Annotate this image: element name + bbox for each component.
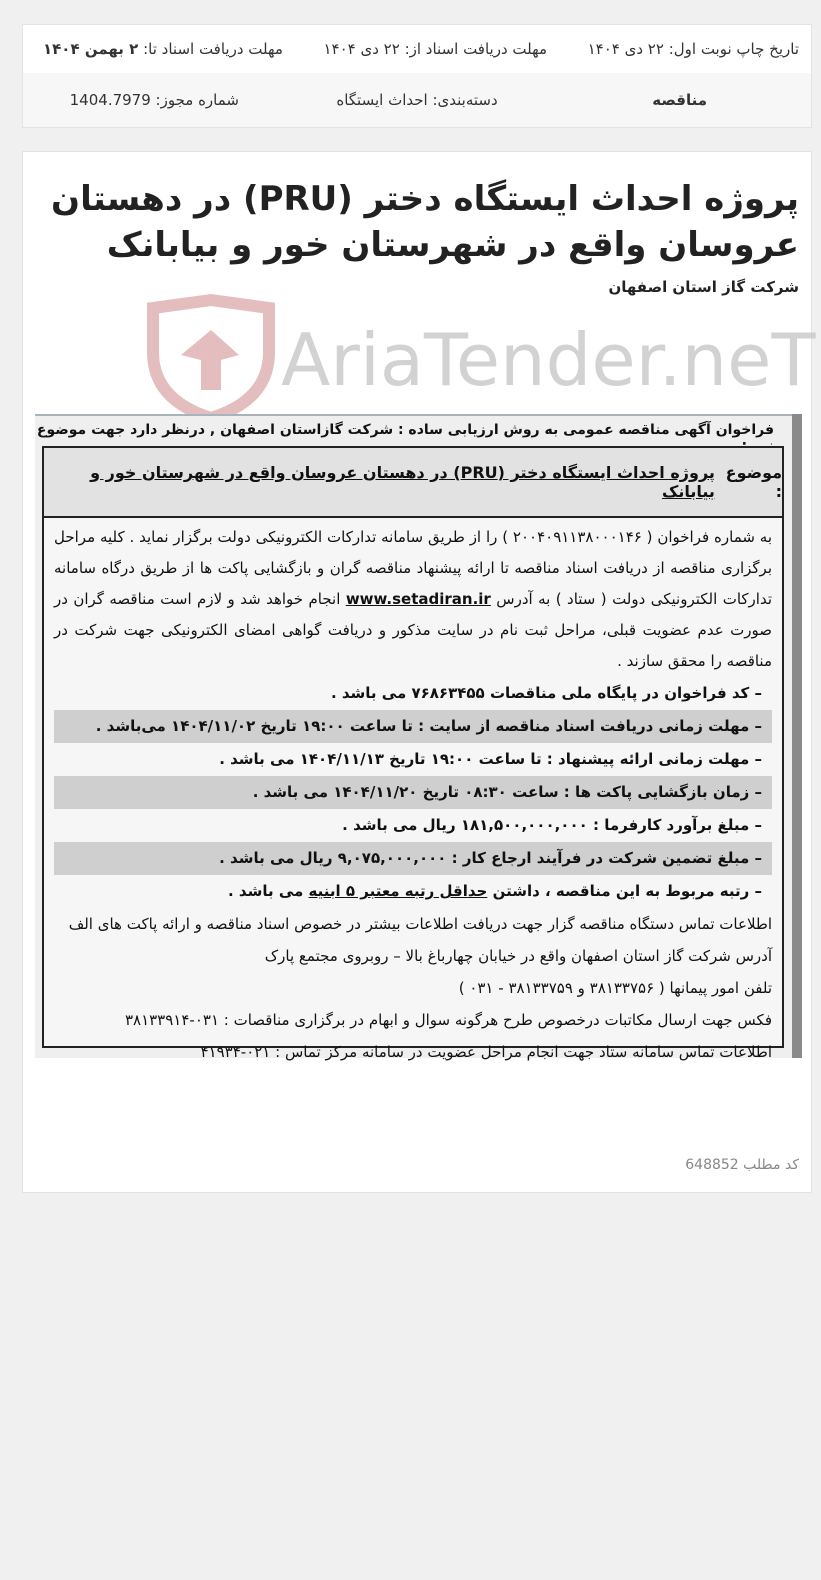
notice-items bbox=[44, 677, 782, 908]
contact-line: فکس جهت ارسال مکاتبات درخصوص طرح هرگونه سوال و ابهام در برگزاری مناقصات : ۰۳۱-۳۸۱۳۳۹۱۴ bbox=[124, 1011, 772, 1029]
setadiran-link: www.setadiran.ir bbox=[345, 590, 491, 608]
notice-subject: موضوع : پروژه احداث ایستگاه دختر (PRU) در دهستان عروسان واقع در شهرستان خور و بیابانک bbox=[44, 448, 782, 518]
notice-item: – مبلغ برآورد کارفرما : ۱۸۱,۵۰۰,۰۰۰,۰۰۰ ریال می باشد . bbox=[342, 816, 762, 834]
notice-item: – مهلت زمانی دریافت اسناد مناقصه از سایت : تا ساعت ۱۹:۰۰ تاریخ ۱۴۰۴/۱۱/۰۲ می‌باشد . bbox=[54, 710, 772, 743]
notice-item: – مبلغ تضمین شرکت در فرآیند ارجاع کار : ۹,۰۷۵,۰۰۰,۰۰۰ ریال می باشد . bbox=[54, 842, 772, 875]
watermark-logo bbox=[151, 300, 816, 420]
watermark-text: AriaTender.neT bbox=[281, 318, 816, 402]
notice-item: – زمان بازگشایی پاکت ها : ساعت ۰۸:۳۰ تاریخ ۱۴۰۴/۱۱/۲۰ می باشد . bbox=[54, 776, 772, 809]
tender-info-card bbox=[22, 24, 812, 128]
tender-notice-image bbox=[35, 414, 802, 1061]
tender-category[interactable]: دسته‌بندی: احداث ایستگاه bbox=[336, 91, 498, 109]
article-code: کد مطلب 648852 bbox=[685, 1157, 799, 1173]
company-name: شرکت گاز استان اصفهان bbox=[608, 278, 799, 296]
info-meta-row bbox=[23, 73, 811, 127]
contact-line: اطلاعات تماس دستگاه مناقصه گزار جهت دریافت اطلاعات بیشتر در خصوص اسناد مناقصه و ارائه پاکت های الف bbox=[68, 915, 772, 933]
receive-until-date: مهلت دریافت اسناد تا: ۲ بهمن ۱۴۰۴ bbox=[43, 40, 283, 58]
notice-box bbox=[42, 446, 784, 1061]
notice-item-rank: – رتبه مربوط به این مناقصه ، داشتن حداقل رتبه معتبر ۵ ابنیه می باشد . bbox=[228, 882, 762, 900]
notice-paragraph: به شماره فراخوان ( ۲۰۰۴۰۹۱۱۳۸۰۰۰۱۴۶ ) را از طریق سامانه تدارکات الکترونیکی دولت برگزار نماید . کلیه مراحل برگزاری مناقصه از دریافت اسناد مناقصه تا ارائه پیشنهاد مناقصه گران و بازگشایی پاکت ها از طریق درگاه سامانه تدارکات الکترونیکی دولت ( ستاد ) به آدرس www.setadiran.ir انجام خواهد شد و لازم است مناقصه گران در صورت عدم عضویت قبلی، مراحل ثبت نام در سایت مذکور و دریافت گواهی امضای الکترونیکی جهت شرکت در مناقصه را محقق سازند . bbox=[54, 528, 772, 670]
info-dates-row bbox=[23, 25, 811, 73]
contact-info bbox=[44, 908, 782, 1068]
page-title: پروژه احداث ایستگاه دختر (PRU) در دهستان عروسان واقع در شهرستان خور و بیابانک bbox=[51, 179, 799, 265]
contact-line: تلفن امور پیمانها ( ۳۸۱۳۳۷۵۶ و ۳۸۱۳۳۷۵۹ - ۰۳۱ ) bbox=[458, 979, 772, 997]
notice-item: – کد فراخوان در پایگاه ملی مناقصات ۷۶۸۶۳۴۵۵ می باشد . bbox=[330, 684, 762, 702]
contact-line: آدرس شرکت گاز استان اصفهان واقع در خیابان چهارباغ بالا – روبروی مجتمع پارک bbox=[264, 947, 772, 965]
print-date: تاریخ چاپ نوبت اول: ۲۲ دی ۱۴۰۴ bbox=[587, 40, 799, 58]
notice-item: – مهلت زمانی ارائه پیشنهاد : تا ساعت ۱۹:۰۰ تاریخ ۱۴۰۴/۱۱/۱۳ می باشد . bbox=[219, 750, 762, 768]
tender-detail-card bbox=[22, 151, 816, 1193]
receive-from-date: مهلت دریافت اسناد از: ۲۲ دی ۱۴۰۴ bbox=[323, 40, 548, 58]
tender-type: مناقصه bbox=[652, 91, 708, 109]
notice-header: فراخوان آگهی مناقصه عمومی به روش ارزیابی ساده : شرکت گازاستان اصفهان , درنظر دارد جهت موضوع bbox=[36, 422, 774, 438]
contact-line: اطلاعات تماس سامانه ستاد جهت انجام مراحل عضویت در سامانه مرکز تماس : ۰۲۱-۴۱۹۳۴ bbox=[200, 1043, 772, 1061]
license-number: شماره مجوز: 1404.7979 bbox=[69, 91, 239, 109]
